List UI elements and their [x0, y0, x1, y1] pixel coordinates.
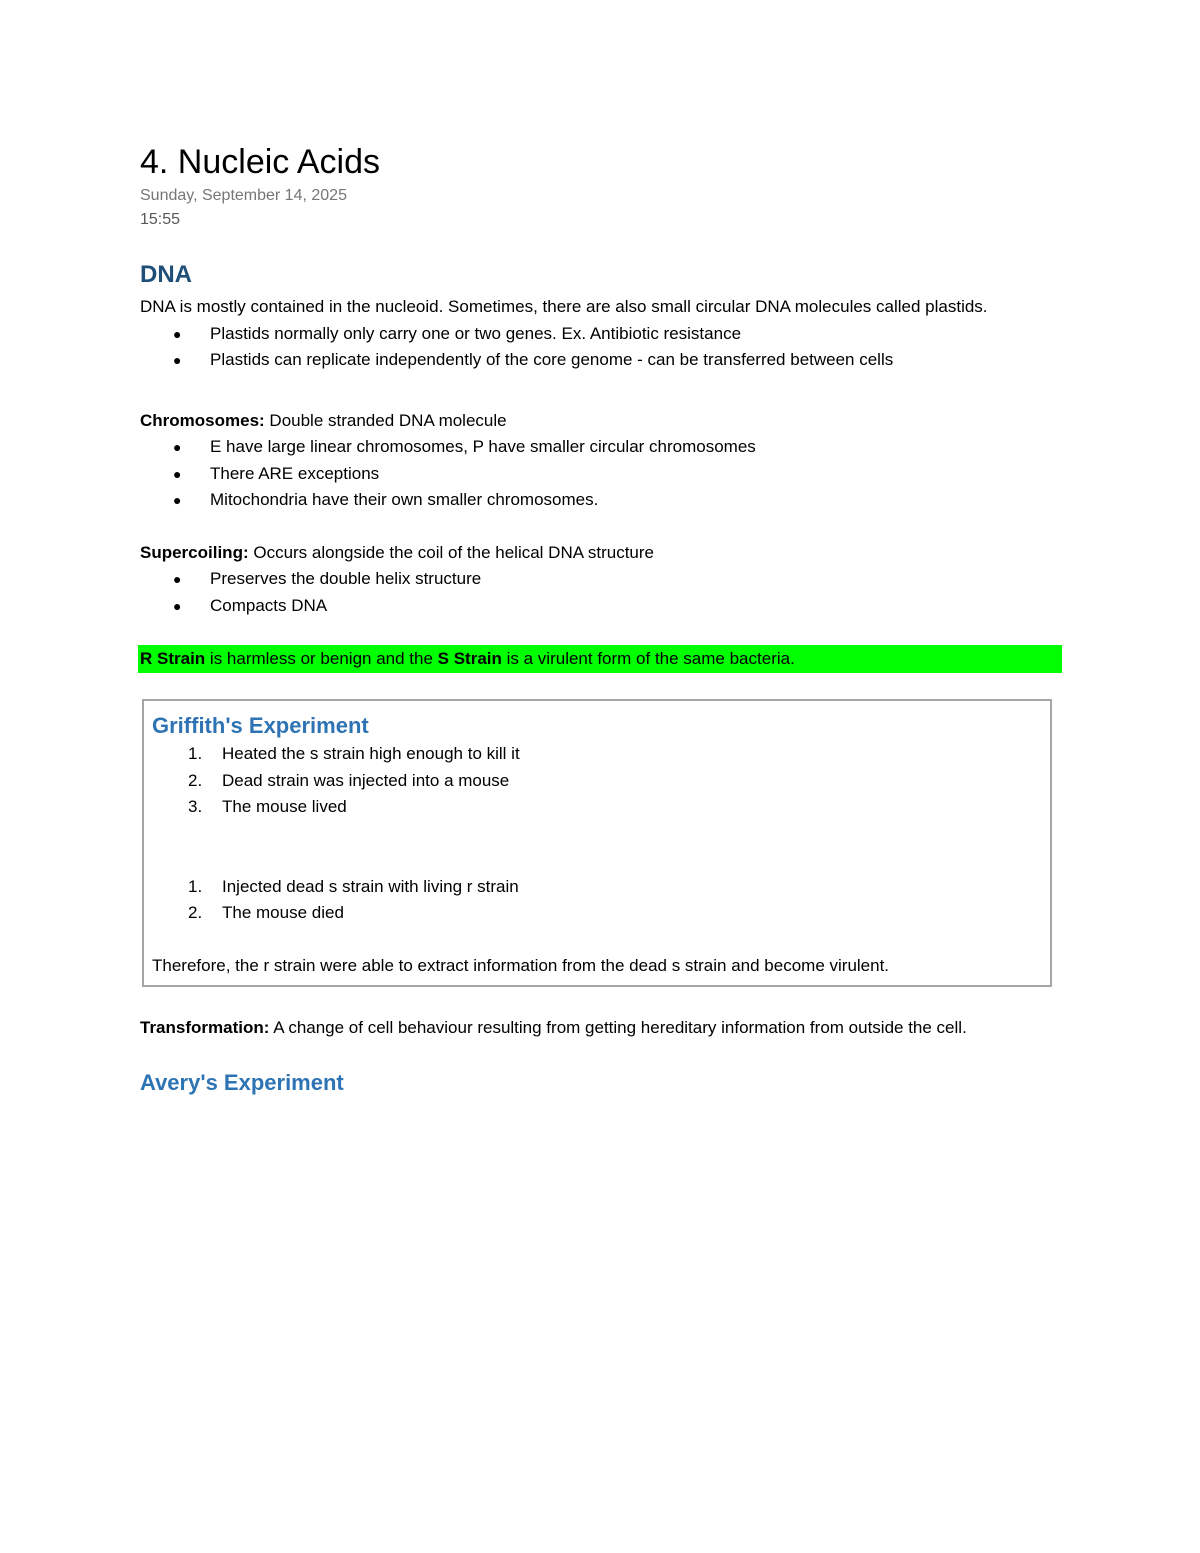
- transformation-term: Transformation:: [140, 1018, 270, 1037]
- dna-heading: DNA: [140, 261, 192, 288]
- dna-intro: DNA is mostly contained in the nucleoid. Sometimes, there are also small circular DNA molecules called plastids.: [140, 297, 988, 316]
- transformation-definition: [140, 1015, 1070, 1042]
- bullet-icon: ●: [173, 597, 182, 614]
- strain-text-middle: is harmless or benign and the: [205, 649, 438, 668]
- griffith-list-1: [152, 741, 1042, 821]
- list-item: [140, 593, 1070, 620]
- list-item: [140, 321, 1070, 348]
- list-item-text: Preserves the double helix structure: [210, 569, 482, 588]
- list-item-text: The mouse died: [222, 903, 344, 922]
- bullet-icon: ●: [173, 571, 182, 587]
- list-item: [152, 768, 1042, 795]
- strain-highlight-note: [138, 645, 1062, 673]
- bullet-icon: ●: [173, 325, 182, 342]
- chromosomes-term: Chromosomes:: [140, 410, 265, 430]
- list-number: 2.: [188, 903, 203, 922]
- list-item-text: Plastids normally only carry one or two genes. Ex. Antibiotic resistance: [210, 323, 742, 343]
- dna-bullet-list: [140, 321, 1070, 374]
- list-item: [152, 794, 1042, 821]
- bullet-icon: ●: [173, 439, 182, 455]
- supercoiling-text: Occurs alongside the coil of the helical DNA structure: [248, 542, 654, 562]
- transformation-text: A change of cell behaviour resulting from getting hereditary information from outside the cell.: [269, 1018, 967, 1037]
- bullet-icon: ●: [173, 492, 182, 508]
- list-item-text: E have large linear chromosomes, P have smaller circular chromosomes: [210, 437, 756, 456]
- list-number: 1.: [188, 876, 203, 896]
- list-item: [140, 566, 1070, 593]
- list-item-text: There ARE exceptions: [210, 463, 380, 483]
- chromosomes-text: Double stranded DNA molecule: [264, 410, 507, 430]
- s-strain-term: S Strain: [437, 649, 502, 668]
- chromosomes-bullet-list: [140, 434, 1070, 514]
- note-date: Sunday, September 14, 2025: [140, 187, 347, 204]
- chromosomes-definition: [140, 408, 1070, 435]
- list-number: 1.: [188, 744, 203, 763]
- list-number: 3.: [188, 797, 203, 816]
- bullet-icon: ●: [173, 352, 182, 368]
- griffith-conclusion: Therefore, the r strain were able to extract information from the dead s strain and become virulent.: [152, 955, 890, 975]
- griffith-list-2: [152, 874, 1042, 927]
- list-item: [152, 874, 1042, 901]
- bullet-icon: ●: [173, 465, 182, 482]
- list-number: 2.: [188, 770, 203, 790]
- page-title: 4. Nucleic Acids: [140, 143, 380, 181]
- strain-text-end: is a virulent form of the same bacteria.: [501, 649, 795, 668]
- griffith-heading: Griffith's Experiment: [152, 713, 369, 738]
- list-item: [140, 434, 1070, 461]
- list-item-text: Dead strain was injected into a mouse: [222, 770, 510, 790]
- avery-heading: Avery's Experiment: [140, 1069, 344, 1095]
- list-item-text: Compacts DNA: [210, 595, 328, 615]
- note-time: 15:55: [140, 211, 181, 228]
- list-item-text: Injected dead s strain with living r strain: [222, 876, 519, 896]
- supercoiling-bullet-list: [140, 566, 1070, 619]
- r-strain-term: R Strain: [140, 649, 206, 668]
- list-item-text: The mouse lived: [222, 797, 347, 816]
- list-item: [140, 487, 1070, 514]
- note-page: [140, 140, 1070, 1098]
- griffith-experiment-box: [142, 699, 1052, 987]
- list-item: [152, 900, 1042, 927]
- list-item: [140, 347, 1070, 374]
- list-item: [152, 741, 1042, 768]
- supercoiling-term: Supercoiling:: [140, 542, 249, 562]
- list-item-text: Mitochondria have their own smaller chromosomes.: [210, 490, 599, 509]
- list-item: [140, 461, 1070, 488]
- list-item-text: Heated the s strain high enough to kill it: [222, 744, 520, 763]
- supercoiling-definition: [140, 540, 1070, 567]
- list-item-text: Plastids can replicate independently of the core genome - can be transferred between cells: [210, 350, 894, 369]
